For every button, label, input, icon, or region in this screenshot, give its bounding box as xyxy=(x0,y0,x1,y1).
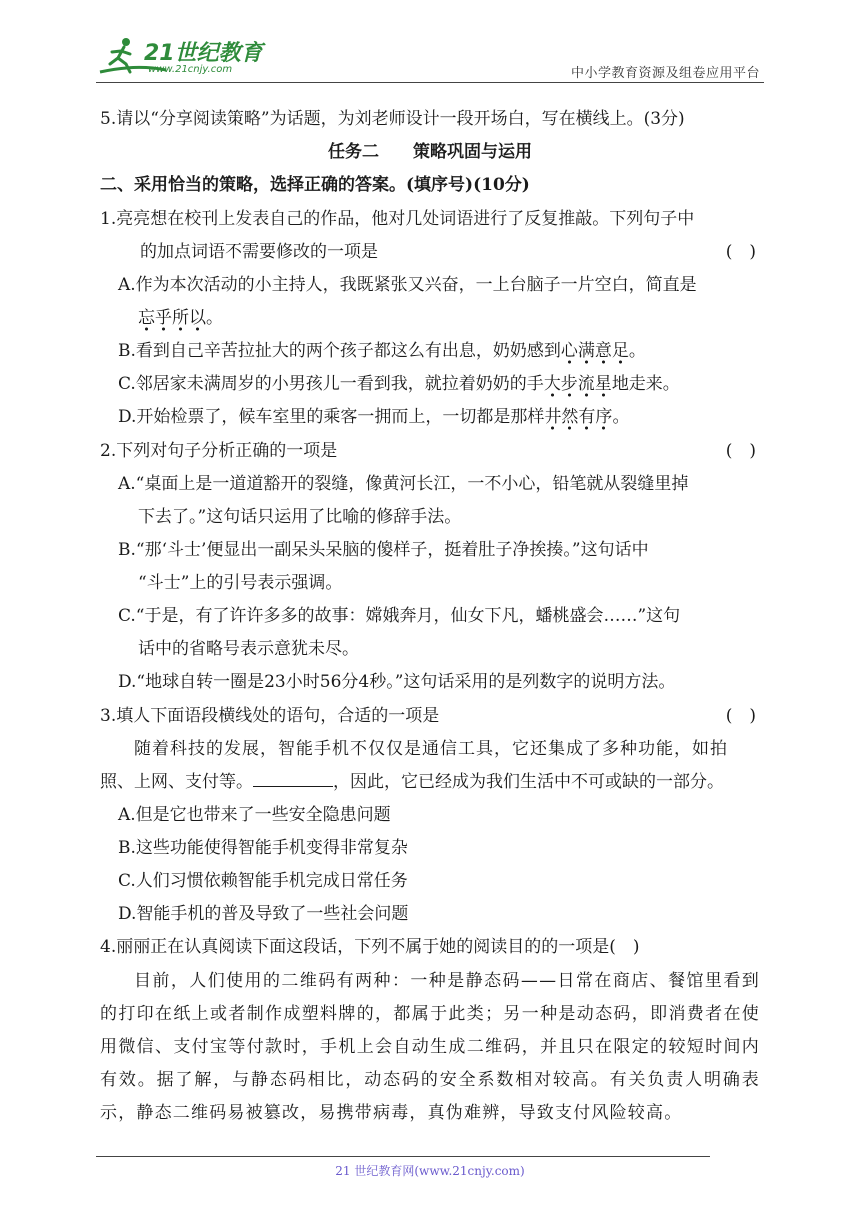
dotted-word: 心满意足 xyxy=(561,341,629,365)
q1-option-a-cont xyxy=(138,303,223,333)
footer-divider xyxy=(96,1156,710,1157)
q3-option-d: D.智能手机的普及导致了一些社会问题 xyxy=(118,904,409,924)
platform-name: 中小学教育资源及组卷应用平台 xyxy=(570,66,760,81)
q1-option-d xyxy=(118,402,629,432)
q3-answer-paren: ( ) xyxy=(725,706,756,726)
logo-text: 21世纪教育 xyxy=(144,41,263,66)
question-5: 5.请以“分享阅读策略”为话题，为刘老师设计一段开场白，写在横线上。(3分) xyxy=(100,109,685,129)
task-title: 任务二 策略巩固与运用 xyxy=(328,142,532,162)
q1-answer-paren: ( ) xyxy=(725,242,756,262)
q3-option-a: A.但是它也带来了一些安全隐患问题 xyxy=(118,805,391,825)
q4-stem: 4.丽丽正在认真阅读下面这段话，下列不属于她的阅读目的的一项是( ) xyxy=(100,937,640,957)
q2-option-b: B.“那‘斗士’便显出一副呆头呆脑的傻样子，挺着肚子净挨揍。”这句话中 xyxy=(118,540,649,560)
q1-stem-line1: 1.亮亮想在校刊上发表自己的作品，他对几处词语进行了反复推敲。下列句子中 xyxy=(100,209,695,229)
option-text: C.邻居家未满周岁的小男孩儿一看到我，就拉着奶奶的手 xyxy=(118,374,544,394)
q1-stem-line2: 的加点词语不需要修改的一项是 xyxy=(140,242,378,262)
q2-option-c: C.“于是，有了许许多多的故事：嫦娥奔月，仙女下凡，蟠桃盛会……”这句 xyxy=(118,606,681,626)
q2-option-a-cont: 下去了。”这句话只运用了比喻的修辞手法。 xyxy=(138,507,462,527)
q1-option-b xyxy=(118,336,646,366)
logo xyxy=(96,34,266,80)
option-text: D.开始检票了，候车室里的乘客一拥而上，一切都是那样 xyxy=(118,407,545,427)
page-footer: 21 世纪教育网(www.21cnjy.com) xyxy=(335,1164,525,1178)
passage-text: ，因此，它已经成为我们生活中不可或缺的一部分。 xyxy=(333,772,724,792)
dotted-word: 井然有序 xyxy=(544,407,612,431)
q2-answer-paren: ( ) xyxy=(725,441,756,461)
q1-option-c xyxy=(118,369,680,399)
dotted-word: 忘乎所以 xyxy=(138,308,206,332)
q1-option-a: A.作为本次活动的小主持人，我既紧张又兴奋，一上台脑子一片空白，简直是 xyxy=(118,275,697,295)
logo-url: www.21cnjy.com xyxy=(148,64,233,75)
header-divider xyxy=(96,82,764,83)
q3-passage-line1: 随着科技的发展，智能手机不仅仅是通信工具，它还集成了多种功能，如拍 xyxy=(134,739,728,759)
punct: 。 xyxy=(628,341,646,361)
passage-text: 照、上网、支付等。 xyxy=(100,772,253,792)
q2-stem: 2.下列对句子分析正确的一项是 xyxy=(100,441,338,461)
q3-passage-line2 xyxy=(100,767,724,797)
q2-option-d: D.“地球自转一圈是23小时56分4秒。”这句话采用的是列数字的说明方法。 xyxy=(118,672,676,692)
q2-option-c-cont: 话中的省略号表示意犹未尽。 xyxy=(138,639,359,659)
punct: 。 xyxy=(612,407,630,427)
section-heading: 二、采用恰当的策略，选择正确的答案。(填序号)(10分) xyxy=(100,175,530,195)
punct: 地走来。 xyxy=(611,374,680,394)
q2-option-a: A.“桌面上是一道道豁开的裂缝，像黄河长江，一不小心，铅笔就从裂缝里掉 xyxy=(118,474,689,494)
page-header xyxy=(0,0,860,90)
option-text: B.看到自己辛苦拉扯大的两个孩子都这么有出息，奶奶感到 xyxy=(118,341,561,361)
q2-option-b-cont: “斗士”上的引号表示强调。 xyxy=(138,573,343,593)
punct: 。 xyxy=(206,308,223,328)
q4-passage: 目前，人们使用的二维码有两种：一种是静态码——日常在商店、餐馆里看到的打印在纸上或者制作成塑料牌的，都属于此类；另一种是动态码，即消费者在使用微信、支付宝等付款时，手机上会自动生成二维码，并且只在限定的较短时间内有效。据了解，与静态码相比，动态码的安全系数相对较高。有关负责人明确表示，静态二维码易被篡改，易携带病毒，真伪难辨，导致支付风险较高。 xyxy=(100,971,760,1123)
q3-option-b: B.这些功能使得智能手机变得非常复杂 xyxy=(118,838,408,858)
dotted-word: 大步流星 xyxy=(544,374,612,398)
q3-stem: 3.填人下面语段横线处的语句，合适的一项是 xyxy=(100,706,440,726)
q3-option-c: C.人们习惯依赖智能手机完成日常任务 xyxy=(118,871,408,891)
fill-blank xyxy=(253,768,333,787)
